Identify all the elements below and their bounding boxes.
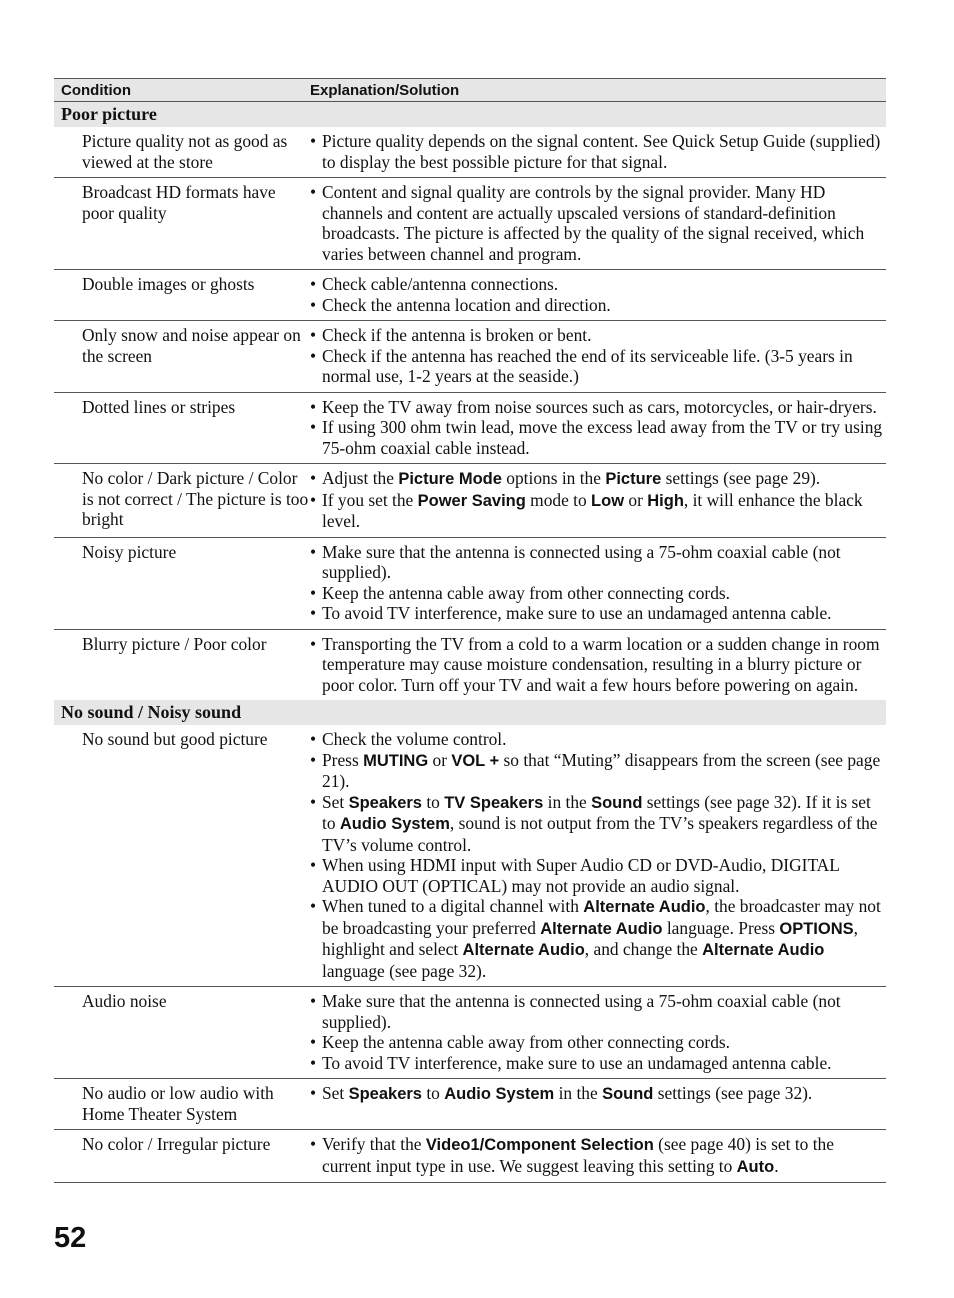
text-segment: options in the xyxy=(501,468,606,488)
text-segment: Keep the antenna cable away from other connecting cords. xyxy=(322,582,731,603)
bullet-text xyxy=(322,397,886,418)
text-segment: Press xyxy=(322,749,364,770)
condition-cell: No sound but good picture xyxy=(82,729,268,749)
setting-name: High xyxy=(647,491,684,510)
bullet-mark: • xyxy=(310,1052,317,1073)
bullet-item xyxy=(310,792,886,856)
table-body xyxy=(54,102,886,1182)
bullet-item xyxy=(310,397,886,418)
text-segment: Set xyxy=(322,1083,349,1103)
bullet-text xyxy=(322,603,886,624)
bullet-text xyxy=(322,750,886,792)
text-segment: to xyxy=(421,1083,445,1103)
bullet-mark: • xyxy=(310,417,317,437)
setting-name: MUTING xyxy=(363,751,429,770)
explanation-cell xyxy=(310,464,886,537)
bullet-item xyxy=(310,417,886,458)
text-segment: . xyxy=(774,1155,779,1176)
setting-name: VOL + xyxy=(451,751,500,770)
bullet-item xyxy=(310,1134,886,1177)
troubleshooting-table xyxy=(54,78,886,1183)
setting-name: Alternate Audio xyxy=(702,941,825,959)
bullet-item xyxy=(310,274,886,295)
text-segment: so that “Muting” disappears from the screen (see page 21). xyxy=(322,749,881,791)
bullet-item xyxy=(310,991,886,1032)
text-segment: Keep the antenna cable away from other connecting cords. xyxy=(322,1032,731,1052)
setting-name: Picture xyxy=(605,470,662,488)
bullet-item xyxy=(310,1032,886,1053)
bullet-text xyxy=(322,131,886,172)
table-header xyxy=(54,78,886,102)
condition-cell: Broadcast HD formats have poor quality xyxy=(82,182,276,223)
bullet-item xyxy=(310,1053,886,1074)
table-row xyxy=(54,392,886,464)
bullet-text xyxy=(322,490,886,532)
text-segment: Check if the antenna is broken or bent. xyxy=(322,325,592,345)
text-segment: or xyxy=(428,749,452,770)
text-segment: Adjust the xyxy=(322,468,399,488)
bullet-text xyxy=(322,855,886,896)
bullet-item xyxy=(310,490,886,532)
bullet-mark: • xyxy=(310,896,317,916)
table-row xyxy=(54,725,886,986)
bullet-mark: • xyxy=(310,345,317,366)
bullet-text xyxy=(322,295,886,316)
bullet-mark: • xyxy=(310,541,317,562)
bullet-item xyxy=(310,583,886,604)
setting-name: Alternate Audio xyxy=(583,898,706,916)
bullet-mark: • xyxy=(310,791,317,812)
bullet-mark: • xyxy=(310,489,317,510)
setting-name: Picture Mode xyxy=(398,470,502,488)
table-row xyxy=(54,629,886,701)
explanation-cell xyxy=(310,393,886,464)
setting-name: Video1/Component Selection xyxy=(425,1136,654,1154)
bullet-item xyxy=(310,634,886,696)
bullet-text xyxy=(322,274,886,295)
condition-cell: Double images or ghosts xyxy=(82,274,255,294)
text-segment: Check if the antenna has reached the end of its serviceable life. (3-5 years in normal use, 1-2 years at the seaside.) xyxy=(322,345,853,386)
table-row xyxy=(54,537,886,629)
bullet-item xyxy=(310,603,886,624)
condition-cell: No audio or low audio with Home Theater System xyxy=(82,1083,274,1124)
text-segment: If you set the xyxy=(322,489,418,510)
bullet-text xyxy=(322,792,886,856)
condition-cell: Only snow and noise appear on the screen xyxy=(82,325,301,366)
table-row xyxy=(54,1078,886,1129)
bullet-item xyxy=(310,855,886,896)
explanation-cell xyxy=(310,1130,886,1182)
header-condition: Condition xyxy=(61,81,131,99)
text-segment: to xyxy=(421,791,445,812)
explanation-cell xyxy=(310,178,886,269)
table-row xyxy=(54,127,886,177)
setting-name: Alternate Audio xyxy=(462,941,585,959)
bullet-text xyxy=(322,634,886,696)
bullet-text xyxy=(322,325,886,346)
bullet-mark: • xyxy=(310,603,317,623)
table-row xyxy=(54,986,886,1078)
bullet-text xyxy=(322,417,886,458)
bullet-mark: • xyxy=(310,396,317,417)
condition-cell: Picture quality not as good as viewed at the store xyxy=(82,131,288,172)
explanation-cell xyxy=(310,538,886,629)
bullet-mark: • xyxy=(310,131,317,151)
explanation-cell xyxy=(310,987,886,1078)
text-segment: When tuned to a digital channel with xyxy=(322,896,584,916)
text-segment: Check the volume control. xyxy=(322,729,507,749)
text-segment: language (see page 32). xyxy=(322,960,487,981)
bullet-item xyxy=(310,131,886,172)
text-segment: settings (see page 29). xyxy=(661,468,821,488)
bullet-mark: • xyxy=(310,729,317,749)
text-segment: Transporting the TV from a cold to a warm location or a sudden change in room temperature may cause moisture condensation, resulting in a blurry picture or poor color. Turn off your TV and wait a few hours before powering on again. xyxy=(322,633,880,695)
table-row xyxy=(54,463,886,537)
text-segment: Check cable/antenna connections. xyxy=(322,274,559,294)
bullet-item xyxy=(310,542,886,583)
text-segment: Make sure that the antenna is connected using a 75-ohm coaxial cable (not supplied). xyxy=(322,991,841,1032)
setting-name: Audio System xyxy=(444,1085,555,1103)
bullet-item xyxy=(310,1083,886,1105)
text-segment: settings (see page 32). If it is set to xyxy=(322,791,871,833)
text-segment: Make sure that the antenna is connected using a 75-ohm coaxial cable (not supplied). xyxy=(322,541,841,582)
bullet-text xyxy=(322,1032,886,1053)
bullet-text xyxy=(322,182,886,264)
bullet-text xyxy=(322,896,886,981)
bullet-text xyxy=(322,1083,886,1105)
bullet-text xyxy=(322,991,886,1032)
table-row xyxy=(54,1129,886,1182)
explanation-cell xyxy=(310,127,886,177)
setting-name: Sound xyxy=(602,1085,654,1103)
text-segment: in the xyxy=(543,791,592,812)
text-segment: Keep the TV away from noise sources such as cars, motorcycles, or hair-dryers. xyxy=(322,396,877,417)
bullet-mark: • xyxy=(310,325,317,345)
table-row xyxy=(54,177,886,269)
text-segment: language. Press xyxy=(662,917,780,938)
bullet-item xyxy=(310,729,886,750)
setting-name: Audio System xyxy=(339,815,450,833)
bullet-item xyxy=(310,750,886,792)
text-segment: , the broadcaster may not be broadcasting your preferred xyxy=(322,896,881,938)
condition-cell: Dotted lines or stripes xyxy=(82,396,236,417)
text-segment: To avoid TV interference, make sure to use an undamaged antenna cable. xyxy=(322,603,832,623)
text-segment: (see page 40) is set to the current input type in use. We suggest leaving this setting to xyxy=(322,1134,834,1176)
bullet-mark: • xyxy=(310,633,317,654)
text-segment: , sound is not output from the TV’s speakers regardless of the TV’s volume control. xyxy=(322,813,878,855)
text-segment: mode to xyxy=(525,489,592,510)
bullet-text xyxy=(322,542,886,583)
table-row xyxy=(54,320,886,392)
text-segment: or xyxy=(624,489,648,510)
text-segment: Content and signal quality are controls by the signal provider. Many HD channels and content are actually upscaled versions of standard-definition broadcasts. The picture is affected by the quality of the signal received, which varies between channel and program. xyxy=(322,182,865,264)
text-segment: To avoid TV interference, make sure to use an undamaged antenna cable. xyxy=(322,1052,832,1073)
setting-name: OPTIONS xyxy=(779,919,854,938)
page-number: 52 xyxy=(54,1222,87,1254)
bullet-text xyxy=(322,468,886,490)
header-explanation: Explanation/Solution xyxy=(310,81,460,99)
bullet-mark: • xyxy=(310,1083,317,1103)
text-segment: settings (see page 32). xyxy=(653,1083,813,1103)
bullet-text xyxy=(322,1053,886,1074)
bullet-text xyxy=(322,1134,886,1177)
text-segment: in the xyxy=(554,1083,603,1103)
condition-cell: No color / Irregular picture xyxy=(82,1134,271,1154)
explanation-cell xyxy=(310,270,886,320)
text-segment: When using HDMI input with Super Audio CD or DVD-Audio, DIGITAL AUDIO OUT (OPTICAL) may not provide an audio signal. xyxy=(322,855,840,896)
bullet-text xyxy=(322,583,886,604)
setting-name: Speakers xyxy=(348,1085,422,1103)
bullet-item xyxy=(310,182,886,264)
condition-cell: Audio noise xyxy=(82,991,167,1011)
bullet-item xyxy=(310,295,886,316)
bullet-item xyxy=(310,325,886,346)
bullet-mark: • xyxy=(310,749,317,770)
bullet-text xyxy=(322,346,886,387)
section-header: Poor picture xyxy=(54,102,886,127)
bullet-mark: • xyxy=(310,991,317,1011)
text-segment: If using 300 ohm twin lead, move the excess lead away from the TV or try using 75-ohm coaxial cable instead. xyxy=(322,417,883,458)
bullet-item xyxy=(310,896,886,981)
text-segment: Picture quality depends on the signal content. See Quick Setup Guide (supplied) to display the best possible picture for that signal. xyxy=(322,131,881,172)
setting-name: Alternate Audio xyxy=(540,919,663,938)
setting-name: Power Saving xyxy=(417,491,526,510)
text-segment: Set xyxy=(322,791,349,812)
condition-cell: Noisy picture xyxy=(82,541,177,562)
bullet-mark: • xyxy=(310,274,317,294)
bullet-mark: • xyxy=(310,468,317,488)
condition-cell: Blurry picture / Poor color xyxy=(82,633,267,654)
bullet-item xyxy=(310,468,886,490)
bullet-mark: • xyxy=(310,1032,317,1052)
text-segment: , highlight and select xyxy=(322,917,858,959)
table-row xyxy=(54,269,886,320)
setting-name: TV Speakers xyxy=(444,793,544,812)
text-segment: Verify that the xyxy=(322,1134,426,1154)
text-segment: , and change the xyxy=(584,939,703,959)
explanation-cell xyxy=(310,321,886,392)
condition-cell: No color / Dark picture / Color is not correct / The picture is too bright xyxy=(82,468,309,529)
bullet-item xyxy=(310,346,886,387)
setting-name: Speakers xyxy=(348,793,422,812)
text-segment: , it will enhance the black level. xyxy=(322,489,863,531)
bullet-mark: • xyxy=(310,1134,317,1154)
section-header: No sound / Noisy sound xyxy=(54,700,886,725)
text-segment: Check the antenna location and direction. xyxy=(322,294,611,315)
setting-name: Sound xyxy=(591,793,643,812)
explanation-cell xyxy=(310,725,886,986)
bullet-text xyxy=(322,729,886,750)
bullet-mark: • xyxy=(310,294,317,315)
setting-name: Auto xyxy=(736,1157,775,1176)
explanation-cell xyxy=(310,630,886,701)
bullet-mark: • xyxy=(310,855,317,875)
bullet-mark: • xyxy=(310,582,317,603)
explanation-cell xyxy=(310,1079,886,1129)
setting-name: Low xyxy=(591,491,625,510)
bullet-mark: • xyxy=(310,182,317,202)
